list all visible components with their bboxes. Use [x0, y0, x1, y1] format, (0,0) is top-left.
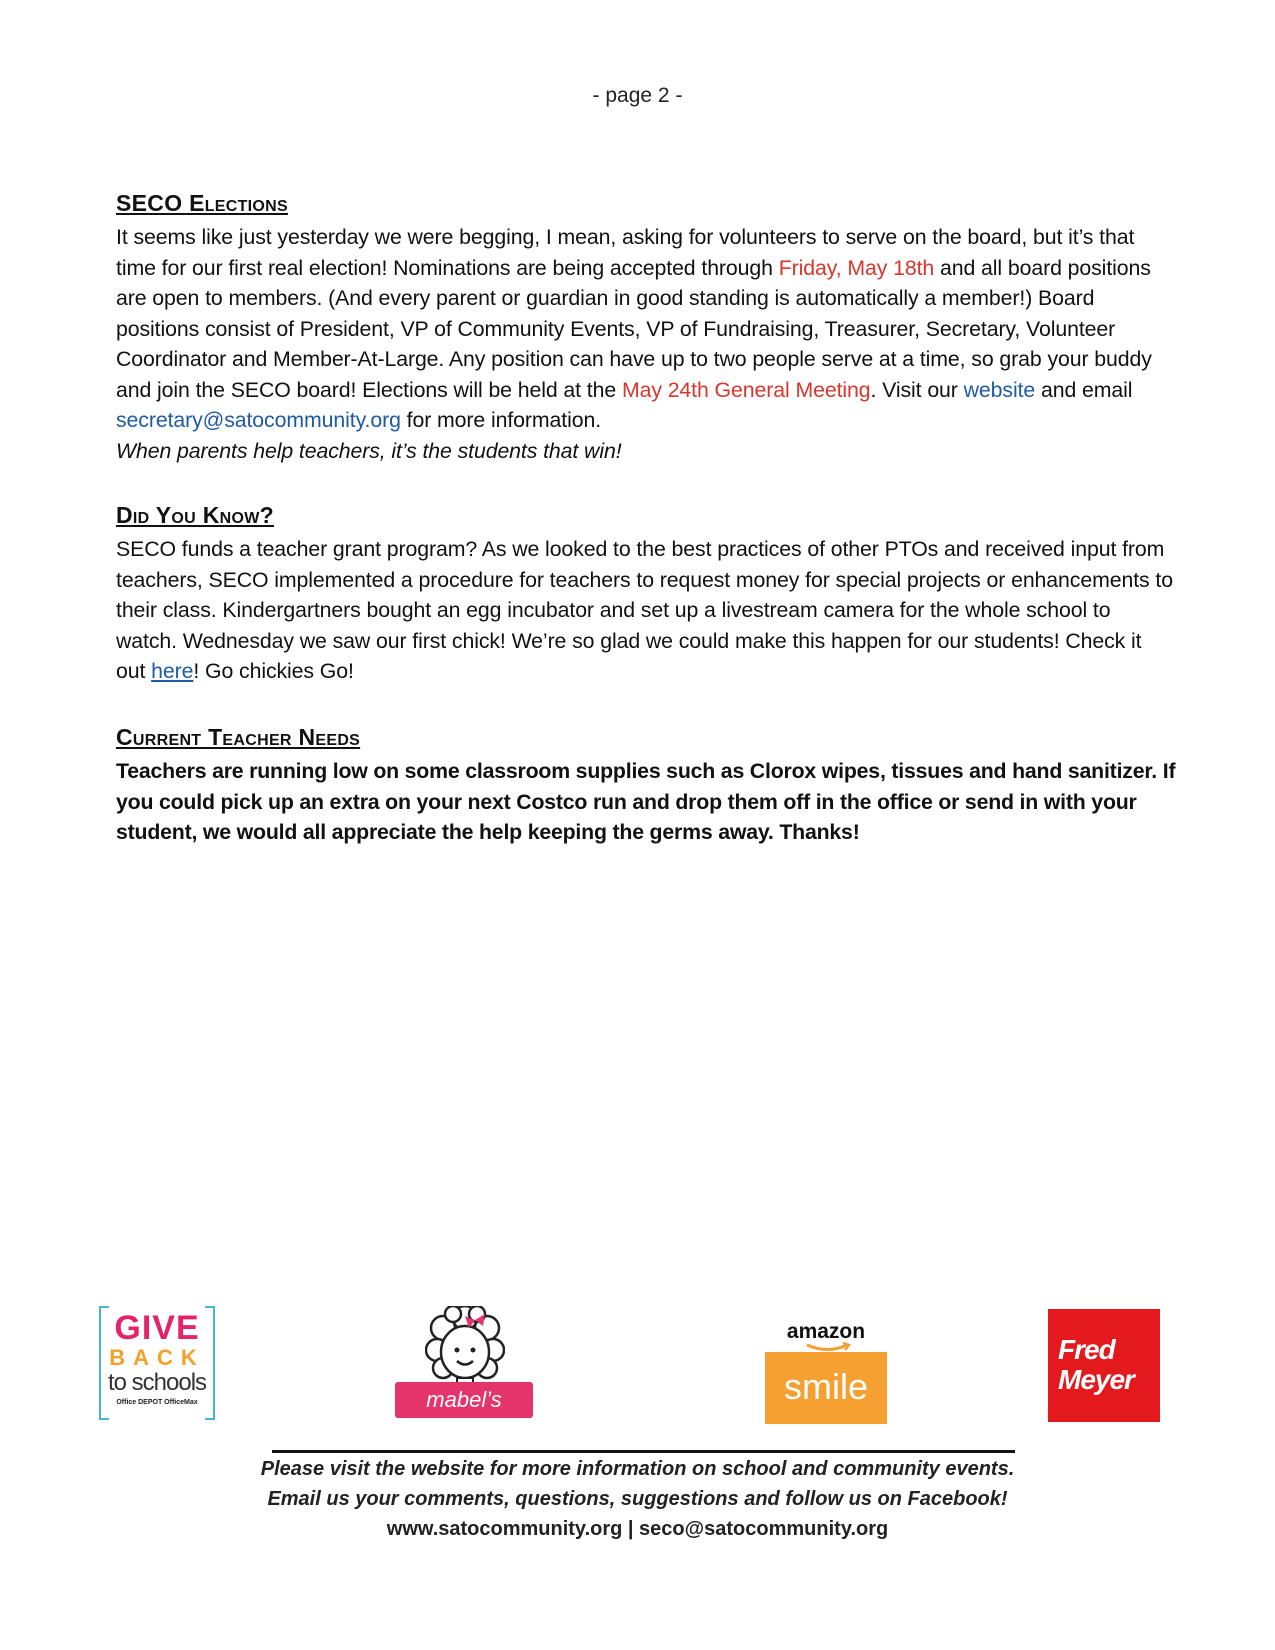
elections-text-5: for more information.	[400, 408, 602, 432]
give-back-office-depot: Office DEPOT OfficeMax	[116, 1399, 198, 1406]
elections-text-3: . Visit our	[870, 377, 964, 402]
give-back-to-schools-logo[interactable]	[99, 1306, 215, 1416]
give-back-word-back: BACK	[109, 1345, 205, 1370]
page-number: - page 2 -	[592, 84, 683, 107]
footer-contact[interactable]: www.satocommunity.org | seco@satocommunity.org	[386, 1518, 889, 1540]
mabels-labels-logo[interactable]	[395, 1306, 535, 1448]
elections-paragraph	[116, 222, 1176, 436]
section-teacher-needs	[116, 722, 1176, 848]
give-back-word-schools: to schools	[107, 1369, 207, 1396]
elections-text-2: and all board positions are open to members. (And every parent or guardian in good standing is automatically a member!) Board positions consist of President, VP of Community Events, VP of Fundraising, Treasurer, Secretary, Volunteer Coordinator and Member-At-Large. Any position can have up to two people serve at a time, so grab your buddy and join the SECO board! Elections will be held at the	[116, 255, 1152, 402]
elections-heading: SECO Elections	[116, 190, 289, 216]
website-link[interactable]: website	[963, 377, 1036, 402]
did-you-know-heading: Did You Know?	[116, 502, 274, 528]
fred-meyer-logo[interactable]	[1048, 1309, 1160, 1422]
secretary-email-link[interactable]: secretary@satocommunity.org	[116, 408, 401, 432]
mabel-girl-icon	[425, 1306, 505, 1388]
section-elections	[116, 188, 1176, 466]
general-meeting-date: May 24th General Meeting	[621, 377, 871, 402]
elections-text-1: It seems like just yesterday we were begging, I mean, asking for volunteers to serve on the board, but it’s that time for our first real election! Nominations are being accepted through	[116, 225, 1135, 280]
did-you-know-text-1: SECO funds a teacher grant program? As we looked to the best practices of other PTOs and received input from teachers, SECO implemented a procedure for teachers to request money for special projects or enhancements to their class. Kindergartners bought an egg incubator and set up a livestream camera for the whole school to watch. Wednesday we saw our first chick! We’re so glad we could make this happen for our students! Check it out	[116, 537, 1173, 683]
elections-text-4: and email	[1035, 377, 1133, 402]
nomination-deadline: Friday, May 18th	[778, 255, 935, 280]
amazon-word: amazon	[786, 1320, 866, 1343]
teacher-needs-heading: Current Teacher Needs	[116, 724, 361, 750]
footer-line-2: Email us your comments, questions, suggestions and follow us on Facebook!	[267, 1488, 1008, 1510]
did-you-know-text-2: ! Go chickies Go!	[193, 659, 354, 683]
fred-meyer-line1: Fred	[1058, 1334, 1115, 1365]
amazon-smile-box: smile	[765, 1352, 887, 1424]
teacher-needs-paragraph: Teachers are running low on some classroom supplies such as Clorox wipes, tissues and hand sanitizer. If you could pick up an extra on your next Costco run and drop them off in the office or send in with your student, we would all appreciate the help keeping the germs away. Thanks!	[116, 759, 1176, 844]
fred-meyer-line2: Meyer	[1058, 1364, 1134, 1395]
section-did-you-know	[116, 500, 1176, 687]
here-link[interactable]: here	[151, 659, 194, 683]
footer-divider	[272, 1450, 1015, 1453]
mabels-labels-text: mabel’s labels	[395, 1382, 533, 1418]
amazon-smile-logo[interactable]	[765, 1320, 887, 1424]
elections-tagline: When parents help teachers, it’s the students that win!	[116, 438, 622, 463]
did-you-know-paragraph	[116, 534, 1176, 687]
fred-meyer-wordmark	[1058, 1335, 1134, 1395]
footer-line-1: Please visit the website for more information on school and community events.	[260, 1458, 1015, 1480]
give-back-word-give: GIVE	[114, 1309, 200, 1347]
